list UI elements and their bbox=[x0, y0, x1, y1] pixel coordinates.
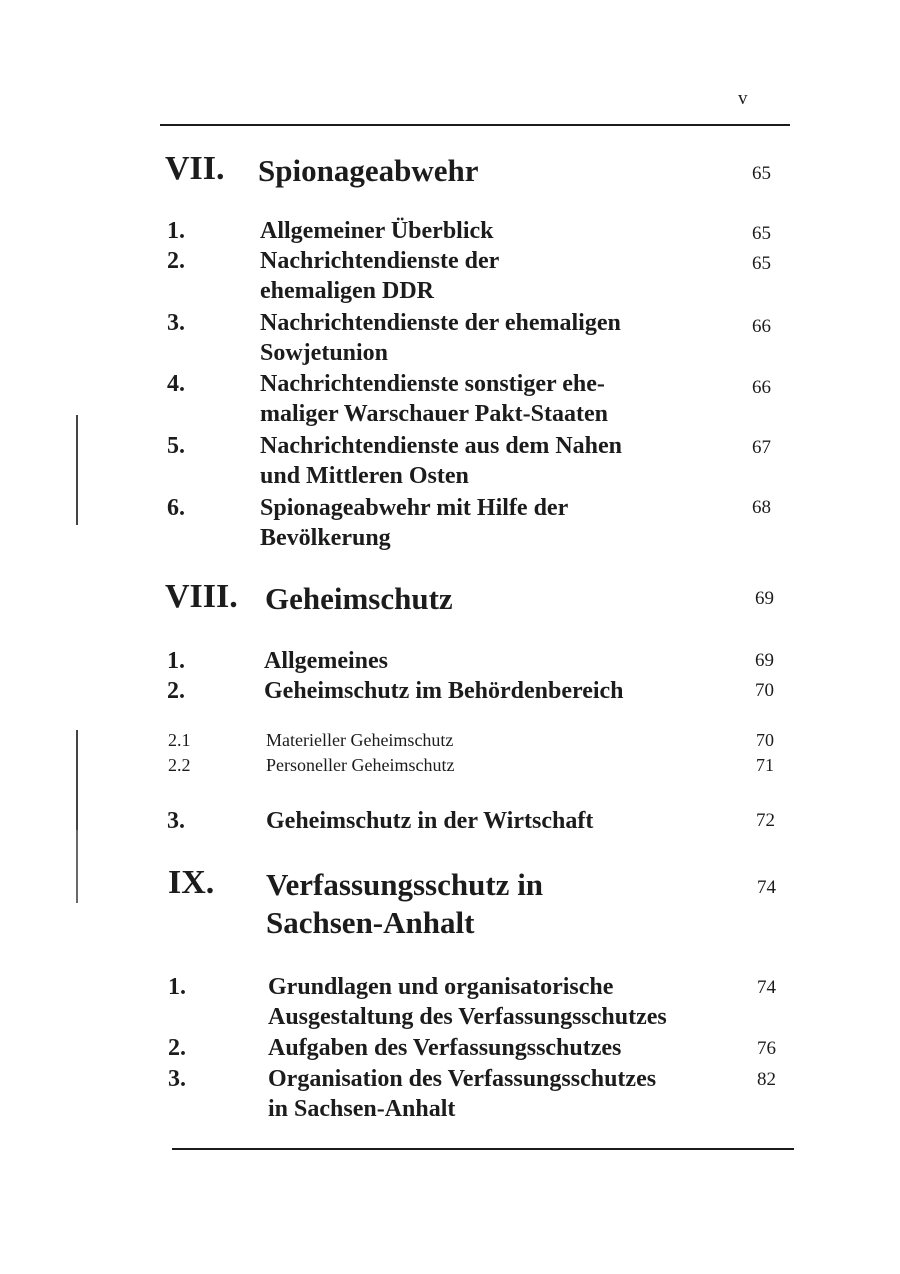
subitem-number: 2.2 bbox=[168, 755, 191, 775]
page-number: v bbox=[738, 88, 748, 109]
item-title-continued: maliger Warschauer Pakt-Staaten bbox=[260, 401, 608, 427]
chapter-number: IX. bbox=[168, 864, 215, 901]
chapter-number: VII. bbox=[165, 150, 225, 187]
item-number: 6. bbox=[167, 495, 185, 521]
item-page: 82 bbox=[757, 1069, 776, 1090]
item-page: 76 bbox=[757, 1038, 776, 1059]
item-title-continued: in Sachsen-Anhalt bbox=[268, 1096, 456, 1122]
item-number: 3. bbox=[168, 1066, 186, 1092]
item-title: Geheimschutz im Behördenbereich bbox=[264, 678, 624, 704]
chapter-title: Geheimschutz bbox=[265, 581, 453, 616]
item-title: Geheimschutz in der Wirtschaft bbox=[266, 808, 594, 834]
item-title-continued: Ausgestaltung des Verfassungsschutzes bbox=[268, 1004, 667, 1030]
item-title: Nachrichtendienste aus dem Nahen bbox=[260, 433, 623, 459]
item-number: 2. bbox=[167, 248, 185, 274]
item-title: Organisation des Verfassungsschutzes bbox=[268, 1066, 657, 1092]
chapter-title-continued: Sachsen-Anhalt bbox=[266, 905, 475, 940]
item-number: 2. bbox=[167, 678, 185, 704]
item-number: 4. bbox=[167, 371, 185, 397]
item-title-continued: Sowjetunion bbox=[260, 340, 389, 366]
bottom-rule bbox=[172, 1148, 794, 1150]
margin-mark bbox=[76, 415, 78, 525]
item-title: Aufgaben des Verfassungsschutzes bbox=[268, 1035, 622, 1061]
item-page: 67 bbox=[752, 437, 771, 458]
chapter-number: VIII. bbox=[165, 578, 238, 615]
subitem-title: Personeller Geheimschutz bbox=[266, 755, 455, 775]
item-title: Nachrichtendienste der ehemaligen bbox=[260, 310, 621, 336]
item-page: 69 bbox=[755, 650, 774, 671]
item-title: Allgemeiner Überblick bbox=[260, 218, 494, 244]
item-number: 3. bbox=[167, 310, 185, 336]
chapter-title: Spionageabwehr bbox=[258, 153, 479, 188]
item-title: Grundlagen und organisatorische bbox=[268, 974, 614, 1000]
item-page: 65 bbox=[752, 223, 771, 244]
item-page: 66 bbox=[752, 377, 771, 398]
item-page: 70 bbox=[755, 680, 774, 701]
item-title: Nachrichtendienste sonstiger ehe- bbox=[260, 371, 605, 397]
item-number: 3. bbox=[167, 808, 185, 834]
chapter-page: 74 bbox=[757, 877, 776, 898]
subitem-page: 70 bbox=[756, 730, 774, 750]
item-title-continued: Bevölkerung bbox=[260, 525, 391, 551]
top-rule bbox=[160, 124, 790, 126]
chapter-page: 69 bbox=[755, 588, 774, 609]
item-number: 5. bbox=[167, 433, 185, 459]
item-page: 65 bbox=[752, 253, 771, 274]
item-page: 74 bbox=[757, 977, 776, 998]
subitem-page: 71 bbox=[756, 755, 774, 775]
item-title-continued: und Mittleren Osten bbox=[260, 463, 469, 489]
margin-mark bbox=[76, 803, 78, 903]
item-number: 1. bbox=[167, 218, 185, 244]
item-title: Nachrichtendienste der bbox=[260, 248, 500, 274]
item-number: 1. bbox=[168, 974, 186, 1000]
item-title: Allgemeines bbox=[264, 648, 388, 674]
item-page: 66 bbox=[752, 316, 771, 337]
item-number: 1. bbox=[167, 648, 185, 674]
chapter-page: 65 bbox=[752, 163, 771, 184]
item-title: Spionageabwehr mit Hilfe der bbox=[260, 495, 569, 521]
item-page: 68 bbox=[752, 497, 771, 518]
item-page: 72 bbox=[756, 810, 775, 831]
chapter-title: Verfassungsschutz in bbox=[266, 867, 544, 902]
item-title-continued: ehemaligen DDR bbox=[260, 278, 434, 304]
subitem-title: Materieller Geheimschutz bbox=[266, 730, 454, 750]
item-number: 2. bbox=[168, 1035, 186, 1061]
subitem-number: 2.1 bbox=[168, 730, 191, 750]
